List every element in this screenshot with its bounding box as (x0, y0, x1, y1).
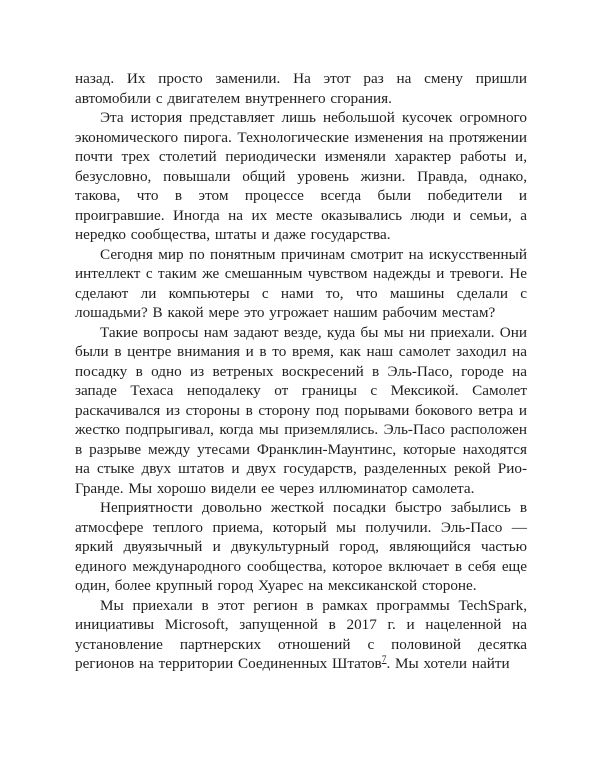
paragraph: Неприятности довольно жесткой посадки быстро забылись в атмосфере теплого приема, который мы получили. Эль-Пасо — яркий двуязычный и двукультурный город, являющийся частью единого международного сообщества, которое включает в себя еще один, более крупный город Хуарес на мексиканской стороне. (75, 499, 527, 594)
paragraph: Такие вопросы нам задают везде, куда бы мы ни приехали. Они были в центре внимания и в то время, как наш самолет заходил на посадку в одно из ветреных воскресений в Эль-Пасо, городе на западе Техаса неподалеку от границы с Мексикой. Самолет раскачивался из стороны в сторону под порывами бокового ветра и жестко подпрыгивал, когда мы приземлялись. Эль-Пасо расположен в разрыве между утесами Франклин-Маунтинс, которые находятся на стыке двух штатов и двух государств, разделенных рекой Рио-Гранде. Мы хорошо видели ее через иллюминатор самолета. (75, 323, 527, 497)
paragraph: Сегодня мир по понятным причинам смотрит на искусственный интеллект с таким же смешанным чувством надежды и тревоги. Не сделают ли компьютеры с нами то, что машины сделали с лошадьми? В какой мере это угрожает нашим рабочим местам? (75, 245, 527, 321)
paragraph-text: . Мы хотели найти (386, 655, 510, 672)
paragraph-continuation: назад. Их просто заменили. На этот раз на смену пришли автомобили с двигателем внутреннего сгорания. (75, 70, 527, 107)
paragraph-with-footnote (75, 596, 527, 674)
paragraph: Эта история представляет лишь небольшой кусочек огромного экономического пирога. Технологические изменения на протяжении почти трех столетий периодически изменяли характер работы и, безусловно, повышали общий уровень жизни. Правда, однако, такова, что в этом процессе всегда были победители и проигравшие. Иногда на их месте оказывались люди и семьи, а нередко сообщества, штаты и даже государства. (75, 109, 527, 243)
paragraph-text: Мы приехали в этот регион в рамках программы TechSpark, инициативы Microsoft, запущенной в 2017 г. и нацеленной на установление партнерских отношений с половиной десятка регионов на территории Соединенных Штатов (75, 596, 527, 672)
footnote-reference-link[interactable]: 7 (381, 654, 387, 665)
text-block (75, 69, 527, 674)
